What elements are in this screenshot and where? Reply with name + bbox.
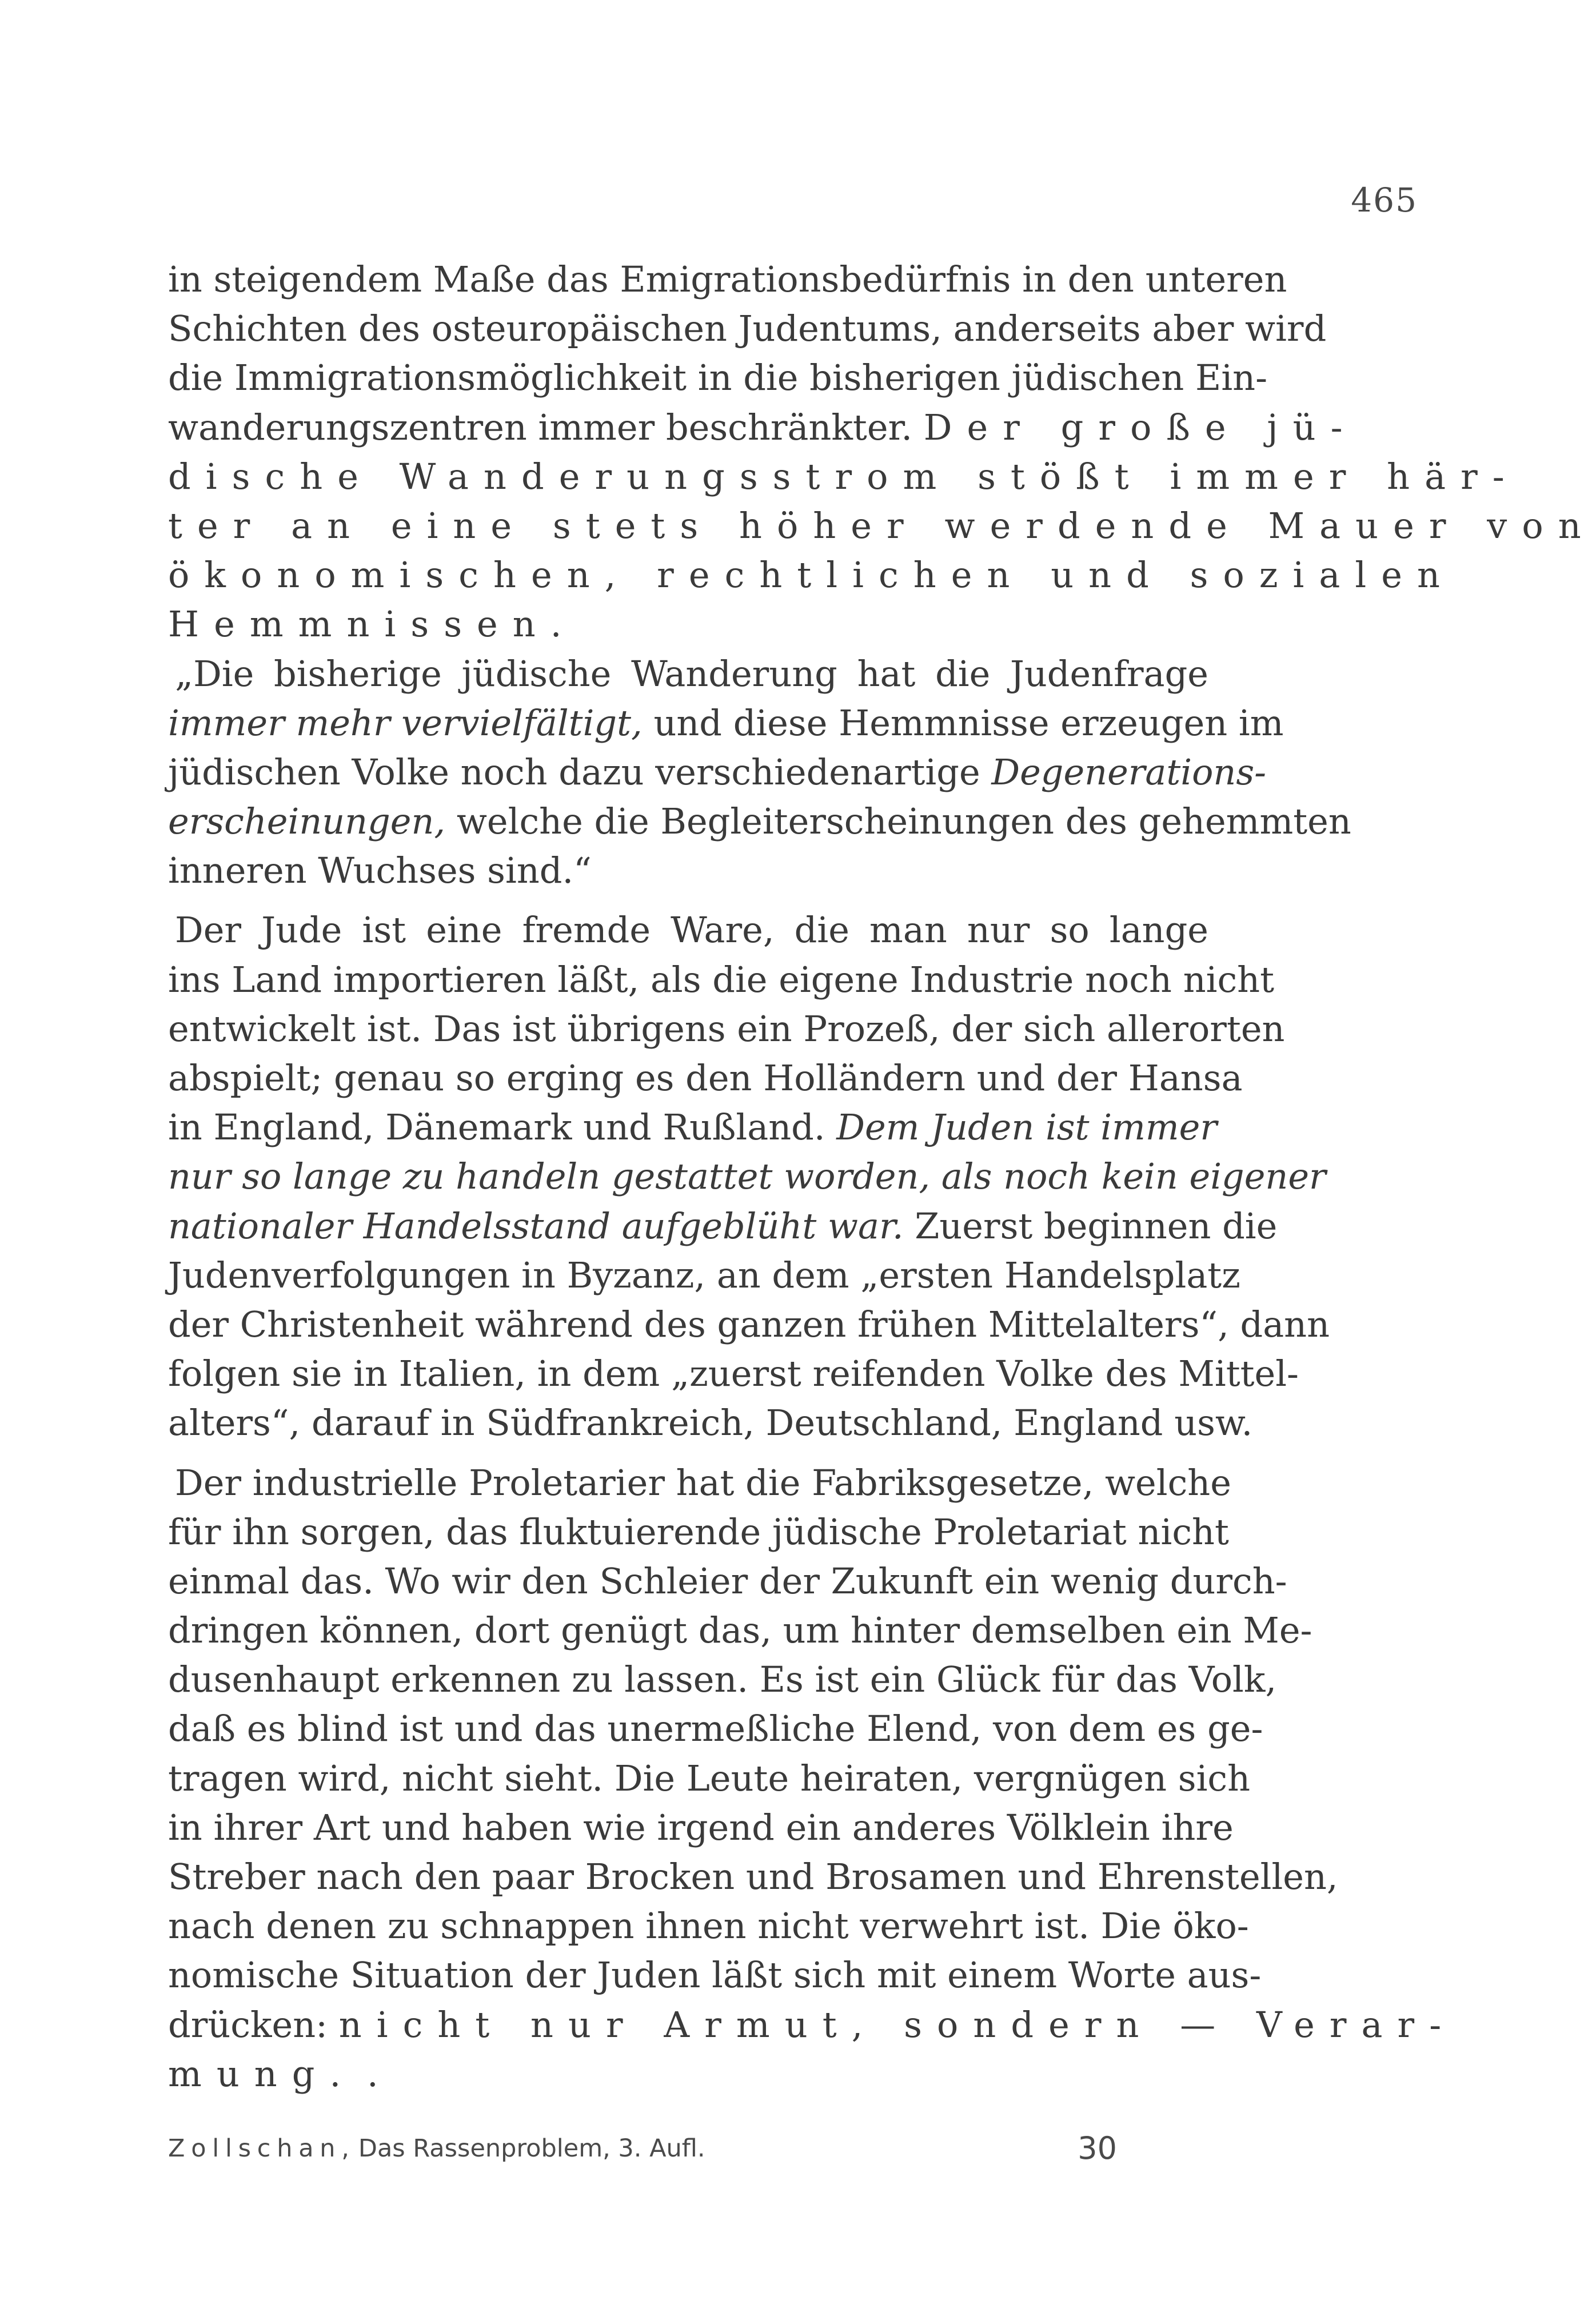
text-line <box>168 797 1351 846</box>
text-segment: „Die bisherige jüdische Wanderung hat die Judenfrage <box>175 652 1208 695</box>
text-segment: abspielt; genau so erging es den Holländern und der Hansa <box>168 1057 1243 1099</box>
text-segment: Schichten des osteuropäischen Judentums, anderseits aber wird <box>168 308 1327 350</box>
text-segment: nomische Situation der Juden läßt sich mit einem Worte aus- <box>168 1954 1262 1996</box>
italic-text: immer mehr vervielfältigt, <box>168 701 643 744</box>
text-segment: und diese Hemmnisse erzeugen im <box>642 701 1284 744</box>
sheet-signature: 30 <box>1078 2130 1117 2166</box>
italic-text: Dem Juden ist immer <box>836 1106 1217 1149</box>
text-line <box>168 1902 1249 1951</box>
footer-author: Zollschan, <box>168 2134 356 2163</box>
text-segment: wanderungszentren immer beschränkter. <box>168 406 924 448</box>
italic-text: Degenerations- <box>991 751 1267 793</box>
text-segment: alters“, darauf in Südfrankreich, Deutschland, England usw. <box>168 1402 1253 1444</box>
text-segment: der Christenheit während des ganzen frühen Mittelalters“, dann <box>168 1303 1330 1345</box>
text-line <box>168 2000 1457 2050</box>
text-line <box>168 304 1327 353</box>
text-line <box>168 748 1267 797</box>
text-line <box>168 1054 1243 1103</box>
text-segment: ins Land importieren läßt, als die eigene Industrie noch nicht <box>168 958 1275 1000</box>
spaced-emphasis-text: ter an eine stets höher werdende Mauer von <box>168 504 1596 547</box>
text-segment: Der industrielle Proletarier hat die Fabriksgesetze, welche <box>175 1461 1231 1504</box>
text-line <box>168 1754 1251 1803</box>
text-line <box>168 403 1358 452</box>
text-line <box>168 1951 1262 2000</box>
text-segment: in England, Dänemark und Rußland. <box>168 1106 837 1149</box>
text-segment: daß es blind ist und das unermeßliche Elend, von dem es ge- <box>168 1708 1263 1750</box>
italic-text: nur so lange zu handeln gestattet worden, als noch kein eigener <box>168 1155 1326 1198</box>
text-line <box>168 649 1208 699</box>
text-line <box>168 1349 1299 1398</box>
italic-text: nationaler Handelsstand aufgeblüht war. <box>168 1205 904 1247</box>
text-segment: die Immigrationsmöglichkeit in die bisherigen jüdischen Ein- <box>168 357 1268 399</box>
body-text <box>168 255 1596 2099</box>
text-line <box>168 1398 1253 1448</box>
text-line <box>168 1004 1285 1054</box>
text-segment: Judenverfolgungen in Byzanz, an dem „ersten Handelsplatz <box>168 1254 1240 1296</box>
footer-book-title: Das Rassenproblem, 3. Aufl. <box>358 2134 705 2163</box>
page-footer <box>168 2126 1117 2171</box>
text-segment: welche die Begleiterscheinungen des gehemmten <box>445 800 1351 843</box>
text-line <box>168 2050 1208 2099</box>
text-line <box>168 1655 1277 1704</box>
text-line <box>168 600 1208 649</box>
text-line <box>168 1103 1217 1152</box>
page-number: 465 <box>1351 181 1418 220</box>
text-segment: Streber nach den paar Brocken und Brosamen und Ehrenstellen, <box>168 1856 1338 1898</box>
spaced-emphasis-text: Der große jü- <box>923 406 1358 448</box>
text-line <box>168 1251 1240 1300</box>
spaced-emphasis-text: dische Wanderungsstrom stößt immer här- <box>168 455 1519 497</box>
italic-text: erscheinungen, <box>168 800 446 843</box>
text-segment: einmal das. Wo wir den Schleier der Zukunft ein wenig durch- <box>168 1560 1287 1602</box>
text-segment: nach denen zu schnappen ihnen nicht verwehrt ist. Die öko- <box>168 1905 1249 1947</box>
text-line <box>168 1557 1287 1606</box>
text-line <box>168 1458 1231 1508</box>
text-segment: dringen können, dort genügt das, um hinter demselben ein Me- <box>168 1609 1312 1652</box>
text-line <box>168 1508 1229 1557</box>
text-line <box>168 699 1284 748</box>
text-segment: jüdischen Volke noch dazu verschiedenartige <box>168 751 992 793</box>
text-segment: entwickelt ist. Das ist übrigens ein Prozeß, der sich allerorten <box>168 1007 1285 1050</box>
text-line <box>168 846 1208 895</box>
text-line <box>168 1852 1338 1902</box>
text-line <box>168 1704 1263 1753</box>
text-line <box>168 1202 1278 1251</box>
text-segment: tragen wird, nicht sieht. Die Leute heiraten, vergnügen sich <box>168 1757 1251 1799</box>
text-line <box>168 1152 1326 1201</box>
text-line <box>168 551 1455 600</box>
text-segment: Der Jude ist eine fremde Ware, die man nur so lange <box>175 909 1208 951</box>
text-segment: Zuerst beginnen die <box>903 1205 1278 1247</box>
text-line <box>168 906 1208 955</box>
text-segment: für ihn sorgen, das fluktuierende jüdische Proletariat nicht <box>168 1510 1229 1553</box>
text-segment: . <box>356 2052 378 2095</box>
text-segment: in steigendem Maße das Emigrationsbedürfnis in den unteren <box>168 258 1287 300</box>
text-line <box>168 353 1268 402</box>
text-line <box>168 1606 1312 1655</box>
text-line <box>168 955 1275 1004</box>
text-line <box>168 255 1287 304</box>
spaced-emphasis-text: Hemmnissen. <box>168 603 577 645</box>
text-segment: dusenhaupt erkennen zu lassen. Es ist ein Glück für das Volk, <box>168 1659 1277 1701</box>
text-line <box>168 452 1519 501</box>
spaced-emphasis-text: ökonomischen, rechtlichen und sozialen <box>168 554 1455 596</box>
text-segment: folgen sie in Italien, in dem „zuerst reifenden Volke des Mittel- <box>168 1353 1299 1395</box>
text-segment: drücken: <box>168 2003 339 2046</box>
text-line <box>168 1803 1234 1852</box>
text-segment: inneren Wuchses sind.“ <box>168 850 592 892</box>
text-line <box>168 501 1596 551</box>
text-line <box>168 1300 1330 1349</box>
spaced-emphasis-text: mung. <box>168 2052 356 2095</box>
spaced-emphasis-text: nicht nur Armut, sondern — Verar- <box>338 2003 1457 2046</box>
text-segment: in ihrer Art und haben wie irgend ein anderes Völklein ihre <box>168 1806 1234 1848</box>
